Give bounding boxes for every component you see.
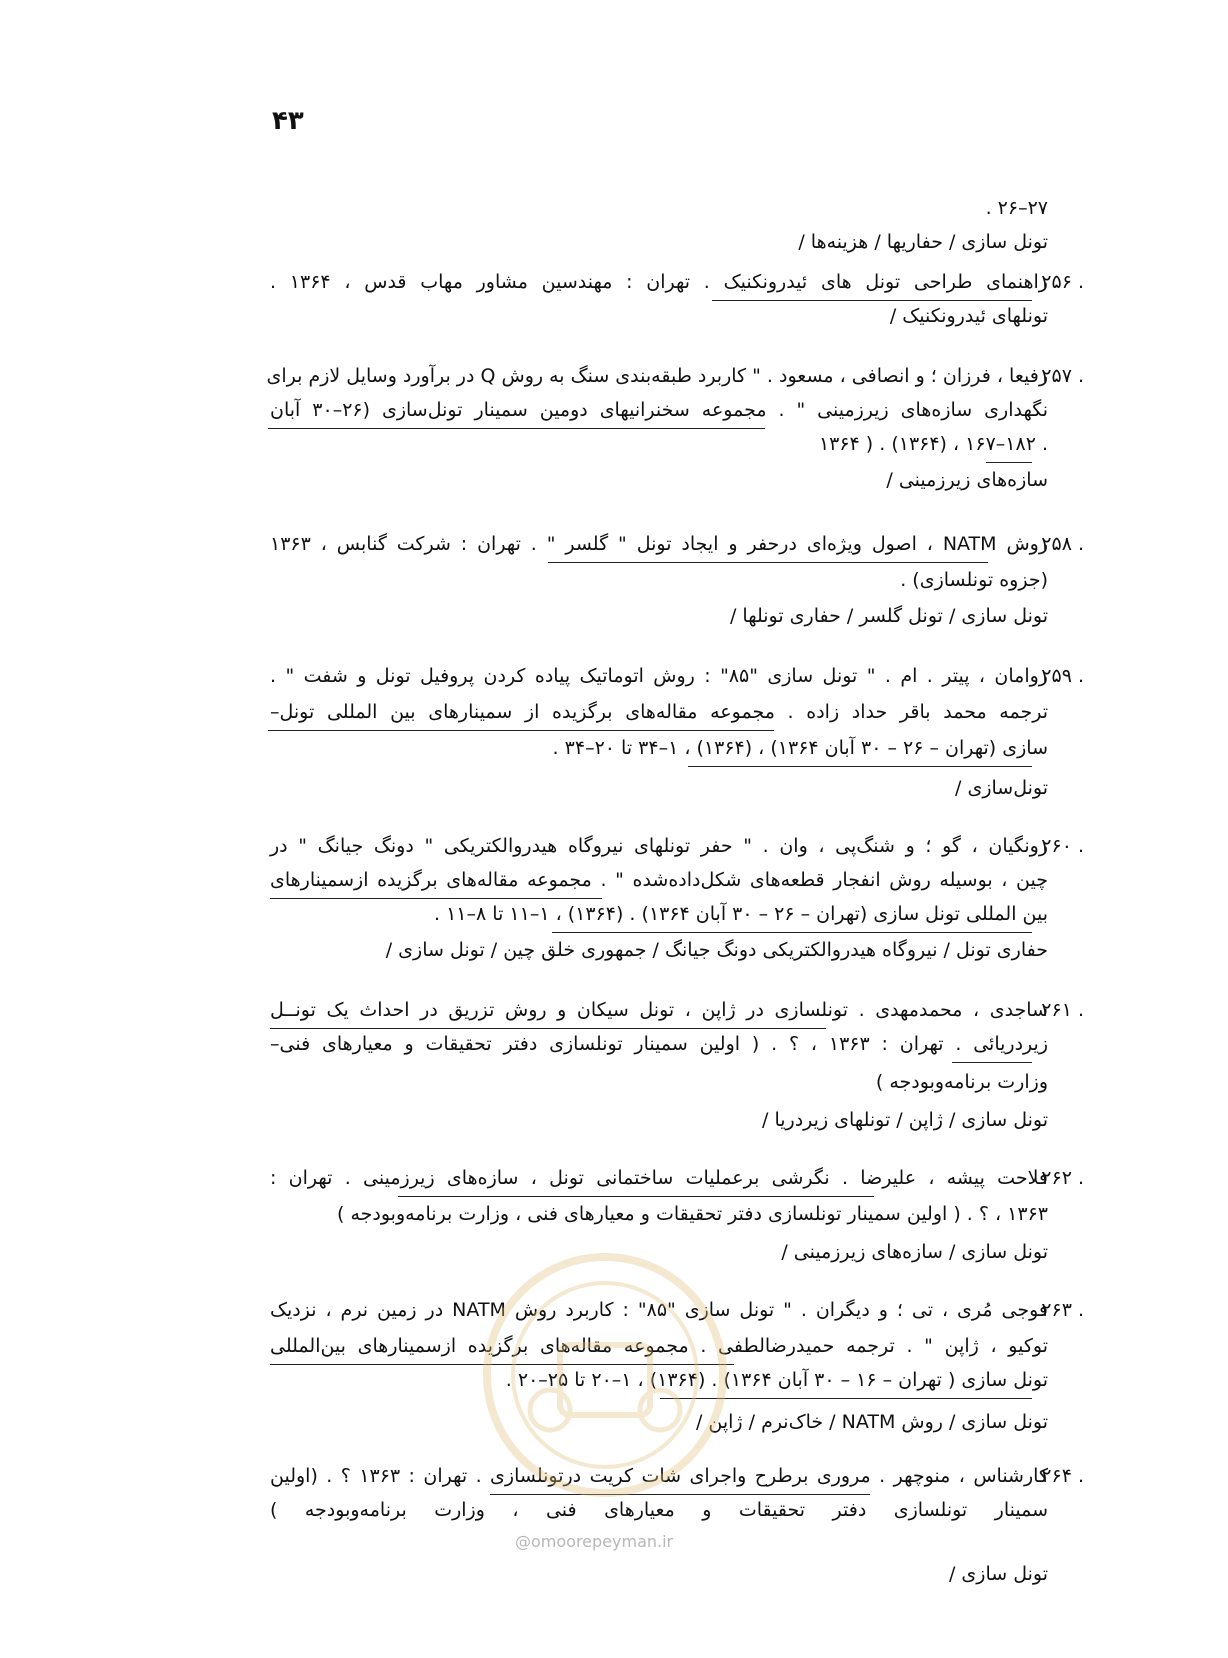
- entry-261-line-1: ساجدی ، محمدمهدی . تونلسازی در ژاپن ، تونل سیکان و روش تزریق در احداث یک تونــل: [270, 999, 1048, 1021]
- entry-259-line-1: زوامان ، پیتر . ام . " تونل سازی "۸۵" : روش اتوماتیک پیاده کردن پروفیل تونل و شفت " .: [270, 665, 1048, 687]
- entry-257-line-3: ۱۳۶۴ ) . (۱۳۶۴) ، ۱۶۷–۱۸۲ .: [818, 433, 1048, 455]
- entry-260-title-underline-1: [270, 898, 602, 899]
- entry-264-line-2: سمینار تونلسازی دفتر تحقیقات و معیارهای فنی ، وزارت برنامه‌وبودجه ): [270, 1499, 1048, 1521]
- entry-257-subjects: سازه‌های زیرزمینی /: [886, 469, 1048, 491]
- entry-259-title-underline-1: [268, 730, 774, 731]
- entry-261-subjects: تونل سازی / ژاپن / تونلهای زیردریا /: [762, 1109, 1048, 1131]
- entry-261-title-underline-1: [270, 1028, 826, 1029]
- entry-258-line-1: روش NATM ، اصول ویژه‌ای درحفر و ایجاد تونل " گلسر " . تهران : شرکت گنابس ، ۱۳۶۳: [270, 533, 1049, 555]
- entry-259-subjects: تونل‌سازی /: [955, 777, 1048, 799]
- entry-256-title-underline: [712, 300, 1032, 301]
- entry-number-264: ۲۶۴ .: [1041, 1465, 1084, 1487]
- entry-259-title-underline-2: [688, 766, 1032, 767]
- continuation-subjects: تونل سازی / حفاریها / هزینه‌ها /: [798, 231, 1048, 253]
- entry-number-258: ۲۵۸ .: [1041, 533, 1084, 555]
- entry-260-line-2: چین ، بوسیله روش انفجار قطعه‌های شکل‌داده‌شده " . مجموعه مقاله‌های برگزیده ازسمینارهای: [270, 869, 1048, 891]
- entry-263-subjects: تونل سازی / روش NATM / خاک‌نرم / ژاپن /: [695, 1411, 1048, 1433]
- entry-number-259: ۲۵۹ .: [1041, 665, 1084, 687]
- entry-260-line-3: بین المللی تونل سازی (تهران – ۲۶ – ۳۰ آبان ۱۳۶۴) . (۱۳۶۴) ، ۱–۱۱ تا ۸–۱۱ .: [434, 903, 1048, 925]
- entry-258-title-underline: [548, 562, 988, 563]
- entry-263-line-3: تونل سازی ( تهران – ۱۶ – ۳۰ آبان ۱۳۶۴) . (۱۳۶۴) ، ۱–۲۰ تا ۲۵–۲۰ .: [505, 1369, 1048, 1391]
- watermark-site-text: @omoorepeyman.ir: [515, 1532, 674, 1551]
- entry-261-line-3: وزارت برنامه‌وبودجه ): [875, 1071, 1048, 1093]
- entry-number-262: ۲۶۲ .: [1041, 1167, 1084, 1189]
- page-number: ۴۳: [272, 106, 304, 136]
- entry-259-line-3: سازی (تهران – ۲۶ – ۳۰ آبان ۱۳۶۴) ، (۱۳۶۴) ، ۱–۳۴ تا ۲۰–۳۴ .: [552, 737, 1048, 759]
- entry-259-line-2: ترجمه محمد باقر حداد زاده . مجموعه مقاله‌های برگزیده از سمینارهای بین المللی تونل–: [270, 701, 1048, 723]
- entry-257-line-2: نگهداری سازه‌های زیرزمینی " . مجموعه سخنرانیهای دومین سمینار تونل‌سازی (۲۶–۳۰ آبان: [270, 399, 1048, 421]
- entry-260-title-underline-2: [552, 932, 1032, 933]
- entry-262-subjects: تونل سازی / سازه‌های زیرزمینی /: [781, 1241, 1048, 1263]
- entry-260-line-1: زونگیان ، گو ؛ و شنگ‌پی ، وان . " حفر تونلهای نیروگاه هیدروالکتریکی " دونگ جیانگ " در: [270, 835, 1048, 857]
- entry-number-257: ۲۵۷ .: [1041, 365, 1084, 387]
- entry-258-subjects: تونل سازی / تونل گلسر / حفاری تونلها /: [729, 605, 1048, 627]
- entry-257-line-1: رفیعا ، فرزان ؛ و انصافی ، مسعود . " کاربرد طبقه‌بندی سنگ به روش Q در برآورد وسایل لازم برای: [266, 365, 1048, 387]
- entry-262-line-1: فلاحت پیشه ، علیرضا . نگرشی برعملیات ساختمانی تونل ، سازه‌های زیرزمینی . تهران :: [270, 1167, 1048, 1189]
- entry-261-line-2: زیردریائی . تهران : ۱۳۶۳ ، ؟ . ( اولین سمینار تونلسازی دفتر تحقیقات و معیارهای فنی–: [270, 1033, 1048, 1055]
- entry-number-263: ۲۶۳ .: [1041, 1299, 1084, 1321]
- entry-264-line-1: کارشناس ، منوچهر . مروری برطرح واجرای شات کریت درتونلسازی . تهران : ۱۳۶۳ ؟ . (اولین: [270, 1465, 1048, 1487]
- entry-number-261: ۲۶۱ .: [1041, 999, 1084, 1021]
- entry-number-260: ۲۶۰ .: [1041, 835, 1084, 857]
- entry-262-title-underline: [398, 1196, 874, 1197]
- entry-260-subjects: حفاری تونل / نیروگاه هیدروالکتریکی دونگ جیانگ / جمهوری خلق چین / تونل سازی /: [385, 939, 1048, 961]
- watermark-seal: [480, 1250, 730, 1500]
- entry-257-title-underline-1: [268, 428, 765, 429]
- entry-264-subjects: تونل سازی /: [948, 1563, 1048, 1585]
- entry-261-title-underline-2: [952, 1062, 1032, 1063]
- entry-263-line-2: توکیو ، ژاپن " . ترجمه حمیدرضالطفی . مجموعه مقاله‌های برگزیده ازسمینارهای بین‌المللی: [270, 1335, 1048, 1357]
- entry-258-line-2: (جزوه تونلسازی) .: [900, 569, 1048, 591]
- entry-number-256: ۲۵۶ .: [1041, 271, 1084, 293]
- continuation-pages: . ۲۶–۲۷: [985, 197, 1048, 219]
- entry-262-line-2: ۱۳۶۳ ، ؟ . ( اولین سمینار تونلسازی دفتر تحقیقات و معیارهای فنی ، وزارت برنامه‌وبودجه ): [337, 1203, 1048, 1225]
- entry-256-subjects: تونلهای ئیدرونکنیک /: [889, 305, 1048, 327]
- entry-257-title-underline-2: [986, 462, 1032, 463]
- entry-263-line-1: فوجی مُری ، تی ؛ و دیگران . " تونل سازی "۸۵" : کاربرد روش NATM در زمین نرم ، نزدیک: [270, 1299, 1048, 1321]
- entry-256-citation: راهنمای طراحی تونل های ئیدرونکنیک . تهران : مهندسین مشاور مهاب قدس ، ۱۳۶۴ .: [270, 271, 1048, 293]
